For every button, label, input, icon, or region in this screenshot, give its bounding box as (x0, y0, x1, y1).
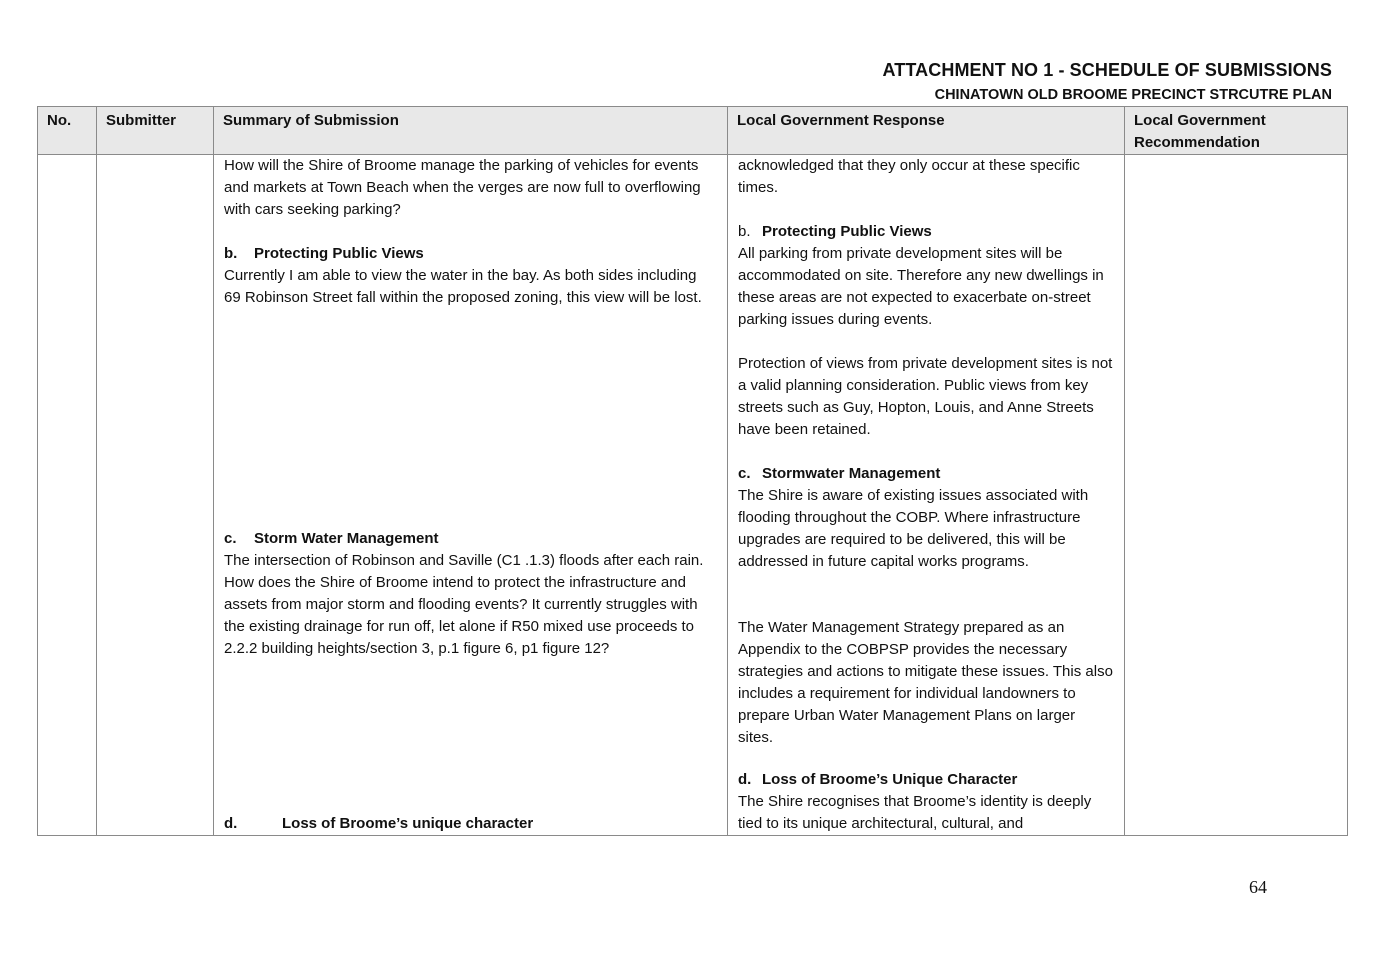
document-title: ATTACHMENT NO 1 - SCHEDULE OF SUBMISSIONS (882, 60, 1332, 80)
column-header-response: Local Government Response (728, 107, 1125, 155)
summary-text-b: Currently I am able to view the water in the bay. As both sides including 69 Robinson Street fall within the proposed zoning, this view will be lost. (224, 267, 702, 306)
response-heading-c: c. Stormwater Management (738, 465, 941, 482)
cell-response (728, 155, 1125, 836)
column-header-summary: Summary of Submission (214, 107, 728, 155)
response-text-b1: All parking from private development sites will be accommodated on site. Therefore any new dwellings in these areas are not expected to exacerbate on-street parking issues during events. (738, 245, 1104, 328)
column-header-no: No. (38, 107, 97, 155)
response-text-d: The Shire recognises that Broome’s identity is deeply tied to its unique architectural, cultural, and (738, 793, 1092, 832)
table-row (38, 155, 1348, 836)
column-header-submitter: Submitter (97, 107, 214, 155)
cell-summary (214, 155, 728, 836)
summary-text-c: The intersection of Robinson and Saville (C1 .1.3) floods after each rain. How does the Shire of Broome intend to protect the infrastructure and assets from major storm and flooding events? It currently struggles with the existing drainage for run off, let alone if R50 mixed use proceeds to 2.2.2 building heights/section 3, p.1 figure 6, p1 figure 12? (224, 552, 704, 657)
response-heading-d: d. Loss of Broome’s Unique Character (738, 771, 1018, 788)
cell-submitter (97, 155, 214, 836)
summary-heading-b: b. Protecting Public Views (224, 245, 424, 262)
response-heading-b: b. Protecting Public Views (738, 223, 932, 240)
document-subtitle: CHINATOWN OLD BROOME PRECINCT STRCUTRE PLAN (934, 87, 1332, 103)
response-text-c1: The Shire is aware of existing issues associated with flooding throughout the COBP. Where infrastructure upgrades are required to be delivered, this will be addressed in future capital works programs. (738, 487, 1089, 570)
cell-recommendation (1125, 155, 1348, 836)
summary-heading-d: d. Loss of Broome’s unique character (224, 815, 534, 832)
summary-heading-c: c. Storm Water Management (224, 530, 439, 547)
response-intro: acknowledged that they only occur at these specific times. (738, 157, 1080, 196)
response-text-b2: Protection of views from private development sites is not a valid planning consideration. Public views from key streets such as Guy, Hopton, Louis, and Anne Streets have been retained. (738, 355, 1113, 438)
summary-intro: How will the Shire of Broome manage the parking of vehicles for events and markets at Town Beach when the verges are now full to overflowing with cars seeking parking? (224, 157, 701, 218)
column-header-recommendation: Local Government Recommendation (1125, 107, 1348, 155)
response-text-c2: The Water Management Strategy prepared as an Appendix to the COBPSP provides the necessary strategies and actions to mitigate these issues. This also includes a requirement for individual landowners to prepare Urban Water Management Plans on larger sites. (738, 619, 1113, 746)
submissions-table (37, 106, 1348, 836)
page-number: 64 (1249, 877, 1267, 897)
table-header-row (38, 107, 1348, 155)
cell-no (38, 155, 97, 836)
